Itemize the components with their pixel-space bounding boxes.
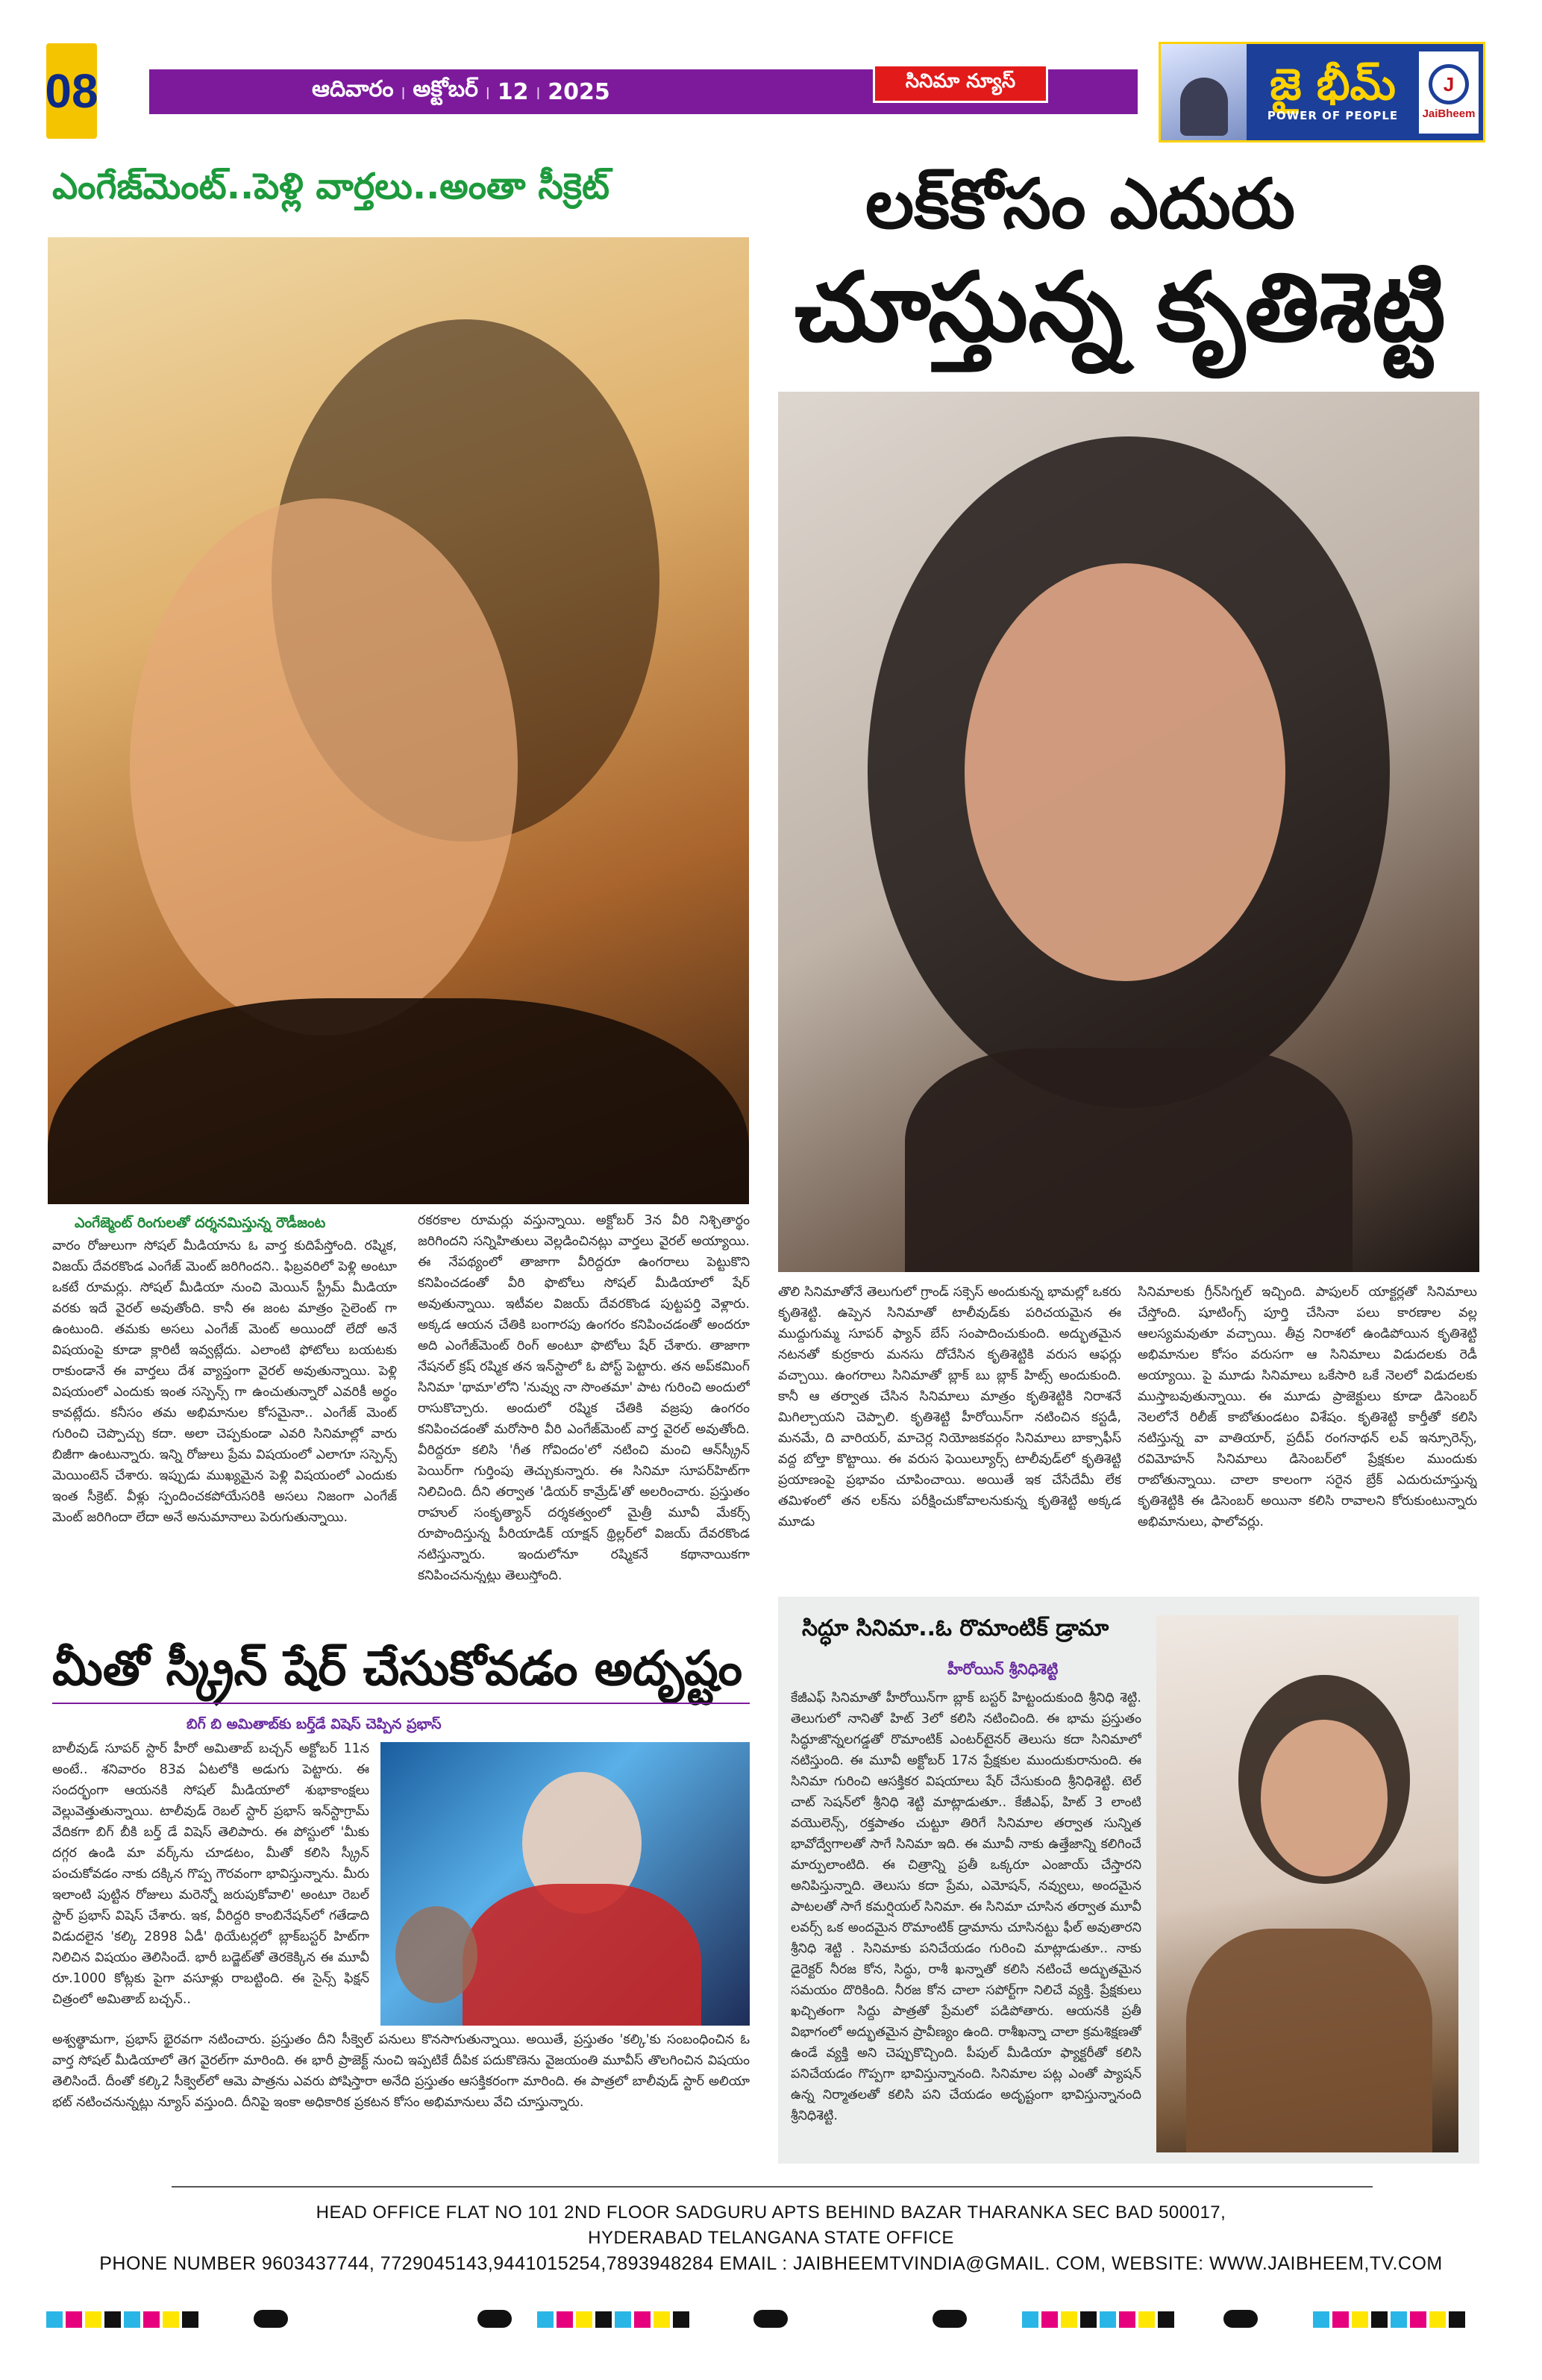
- rashmika-headline: ఎంగేజ్‌మెంట్..పెళ్లి వార్తలు..అంతా సీక్రెట్: [52, 166, 610, 207]
- amitabh-photo: [380, 1742, 750, 2026]
- krithi-photo: [778, 392, 1479, 1272]
- rashmika-body-col1: వారం రోజులుగా సోషల్ మీడియాను ఓ వార్త కుదిపేస్తోంది. రష్మిక, విజయ్ దేవరకొండ ఎంగేజ్ మెంట్ జరిగిందని.. ఫిబ్రవరిలో పెళ్లి అంటూ ఒకటే రూమర్లు. సోషల్ మీడియా నుంచి మెయిన్ స్ట్రీమ్ మీడియా వరకు ఇదే వైరల్ అవుతోంది. కానీ ఈ జంట మాత్రం సైలెంట్ గా ఉంటుంది. తమకు అసలు ఎంగేజ్ మెంట్ అయిందో లేదో అనే విషయంపై కూడా క్లారిటీ ఇవ్వట్లేదు. ఎలాంటి ఫోటోలు బయటకు రాకుండానే ఈ వార్తలు దేశ వ్యాప్తంగా వైరల్ అవుతున్నాయి. పెళ్లి విషయంలో ఎందుకు ఇంత సస్పెన్స్ గా ఉంచుతున్నారో ఎవరికీ అర్థం కావట్లేదు. కనీసం తమ అభిమానుల కోసమైనా.. ఎంగేజ్ మెంట్ గురించి చెప్పొచ్చు కదా. అలా చెప్పకుండా ఎవరి సినిమాల్లో వారు బిజీగా ఉంటున్నారు. ఇన్ని రోజులు ప్రేమ విషయంలో ఎలాగూ సస్పెన్స్ మెయింటెన్ చేశారు. ఇప్పుడు ముఖ్యమైన పెళ్లి విషయంలో ఎందుకు ఇంత సీక్రెట్. వీళ్లు స్పందించకపోయేసరికి అసలు నిజంగా ఎంగేజ్ మెంట్ జరిగిందా లేదా అనే అనుమానాలు పెరుగుతున్నాయి.: [52, 1238, 397, 1525]
- photo-audience-shape: [395, 1906, 477, 2003]
- registration-mark: [933, 2310, 967, 2328]
- photo-jacket-shape: [463, 1884, 701, 2026]
- rashmika-body-col2: రకరకాల రూమర్లు వస్తున్నాయి. అక్టోబర్ 3న వీరి నిశ్చితార్థం జరిగిందని సన్నిహితులు వెల్లడించినట్లు వార్తలు వైరల్ అయ్యాయి. ఈ నేపథ్యంలో తాజాగా వీరిద్దరూ ఉంగరాలు పెట్టుకొని కనిపించడంతో వీరి ఫొటోలు సోషల్ మీడియాలో షేర్ అవుతున్నాయి. ఇటీవల విజయ్ దేవరకొండ పుట్టపర్తి వెళ్లారు. అక్కడ ఆయన చేతికి బంగారపు ఉంగరం కనిపించడంతో అందరూ అది ఎంగేజ్‌మెంట్ రింగ్ అంటూ ఫొటోలు షేర్ చేశారు. తాజాగా నేషనల్ క్రష్ రష్మిక తన ఇన్‌స్టాలో ఓ పోస్ట్ పెట్టారు. తన అప్‌కమింగ్ సినిమా 'థామా'లోని 'నువ్వు నా సొంతమా' పాట గురించి అందులో రాసుకొచ్చారు. అందులో రష్మిక చేతికి వజ్రపు ఉంగరం కనిపించడంతో మరోసారి వీరి ఎంగేజ్‌మెంట్ వార్త వైరల్ అవుతోంది. వీరిద్దరూ కలిసి 'గీత గోవిందం'లో నటించి మంచి ఆన్‌స్క్రీన్ పెయిర్‌గా గుర్తింపు తెచ్చుకున్నారు. ఈ సినిమా సూపర్‌హిట్‌గా నిలిచింది. దీని తర్వాత 'డియర్ కామ్రేడ్'తో అలరించారు. ప్రస్తుతం రాహుల్ సంకృత్యాన్ దర్శకత్వంలో మైత్రీ మూవీ మేకర్స్ రూపొందిస్తున్న పీరియాడిక్ యాక్షన్ థ్రిల్లర్‌లో విజయ్ దేవరకొండ నటిస్తున్నారు. ఇందులోనూ రష్మికనే కథానాయికగా కనిపించనున్నట్లు తెలుస్తోంది.: [418, 1213, 750, 1583]
- photo-outfit-shape: [905, 1048, 1353, 1272]
- registration-mark: [477, 2310, 512, 2328]
- amitabh-body-col1: బాలీవుడ్ సూపర్ స్టార్ హీరో అమితాబ్ బచ్చన్ అక్టోబర్ 11న అంటే.. శనివారం 83వ ఏటలోకి అడుగు పెట్టారు. ఈ సందర్భంగా ఆయనకి సోషల్ మీడియాలో శుభాకాంక్షలు వెల్లువెత్తుతున్నాయి. టాలీవుడ్ రెబల్ స్టార్ ప్రభాస్ ఇన్‌స్టాగ్రామ్ వేదికగా బిగ్ బీకి బర్త్ డే విషెస్ తెలిపారు. ఈ పోస్టులో 'మీకు దగ్గర ఉండి మా వర్క్‌ను చూడటం, మీతో కలిసి స్క్రీన్ పంచుకోవడం నాకు దక్కిన గొప్ప గౌరవంగా భావిస్తున్నాను. మీరు ఇలాంటి పుట్టిన రోజులు మరెన్నో జరుపుకోవాలి' అంటూ రెబల్ స్టార్ ప్రభాస్ విషెస్ చేశారు. ఇక, వీరిద్దరి కాంబినేషన్‌లో గతేడాది విడుదలైన 'కల్కి 2898 ఏడీ' థియేటర్లలో బ్లాక్‌బస్టర్ హిట్‌గా నిలిచిన విషయం తెలిసిందే. భారీ బడ్జెట్‌తో తెరకెక్కిన ఈ మూవీ రూ.1000 కోట్లకు పైగా వసూళ్లు రాబట్టింది. ఈ సైన్స్ ఫిక్షన్ చిత్రంలో అమితాబ్ బచ్చన్..: [52, 1741, 369, 2007]
- masthead: [1159, 42, 1485, 143]
- krithi-headline-line1: లక్‌కోసం ఎదురు: [865, 164, 1296, 244]
- masthead-logo: [1419, 51, 1479, 134]
- date-year: 2025: [548, 78, 610, 105]
- masthead-title: [1247, 59, 1419, 122]
- registration-color-bar: [1022, 2311, 1174, 2328]
- logo-ring-icon: J: [1429, 64, 1469, 104]
- amitabh-divider: [52, 1703, 750, 1704]
- photo-outfit-shape: [1186, 1929, 1432, 2152]
- rashmika-caption: ఎంగేజ్మెంట్ రింగులతో దర్శనమిస్తున్న రౌడీజంట: [75, 1215, 326, 1231]
- krithi-headline-line2: చూస్తున్న కృతిశెట్టి: [794, 252, 1446, 363]
- page-number: 08: [46, 43, 97, 139]
- date-separator: |: [401, 84, 406, 99]
- registration-mark: [753, 2310, 788, 2328]
- registration-color-bar: [537, 2311, 689, 2328]
- date-separator: |: [536, 84, 541, 99]
- footer-divider: [172, 2186, 1373, 2188]
- srinidhi-headline: సిద్ధూ సినిమా..ఓ రొమాంటిక్ డ్రామా: [802, 1615, 1109, 1641]
- footer-contact-line: PHONE NUMBER 9603437744, 7729045143,9441015254,7893948284 EMAIL : JAIBHEEMTVINDIA@GMAIL. COM, WEBSITE: WWW.JAIBHEEM,TV.COM: [99, 2253, 1443, 2274]
- masthead-logo-text: JaiBheem: [1422, 107, 1476, 120]
- photo-outfit-shape: [48, 998, 749, 1204]
- photo-face-shape: [130, 498, 518, 1036]
- masthead-portrait: [1161, 44, 1247, 140]
- photo-face-shape: [965, 563, 1285, 981]
- date-date: 12: [497, 78, 529, 105]
- amitabh-subheadline: బిగ్ బి అమితాబ్‌కు బర్త్‌డే విషెస్ చెప్పిన ప్రభాస్: [187, 1716, 442, 1732]
- registration-mark: [254, 2310, 288, 2328]
- registration-color-bar: [1313, 2311, 1465, 2328]
- registration-color-bar: [46, 2311, 198, 2328]
- footer-address-line1: HEAD OFFICE FLAT NO 101 2ND FLOOR SADGURU APTS BEHIND BAZAR THARANKA SEC BAD 500017,: [316, 2202, 1226, 2223]
- masthead-tagline: POWER OF PEOPLE: [1267, 109, 1399, 122]
- rashmika-photo: [48, 237, 749, 1204]
- date-day: ఆదివారం: [312, 76, 394, 102]
- photo-face-shape: [1261, 1720, 1388, 1876]
- srinidhi-body: కేజీఎఫ్ సినిమాతో హీరోయిన్‌గా బ్లాక్ బస్టర్ హిట్టందుకుంది శ్రీనిధి శెట్టి. తెలుగులో నానితో హిట్ 3లో కలిసి నటించింది. ఈ భామ ప్రస్తుతం సిద్ధూజొన్నలగడ్డతో రొమాంటిక్ ఎంటర్‌టైనర్ తెలుసు కదా సినిమాలో నటిస్తుంది. ఈ మూవీ అక్టోబర్ 17న ప్రేక్షకుల ముందుకురానుంది. ఈ సినిమా గురించి ఆసక్తికర విషయాలు షేర్ చేసుకుంది శ్రీనిధిశెట్టి. టెల్ చాట్ సెషన్‌లో శ్రీనిధి శెట్టి మాట్లాడుతూ.. కేజీఎఫ్, హిట్ 3 లాంటి వయొలెన్స్, రక్తపాతం చుట్టూ తిరిగే సినిమాల తర్వాత సున్నిత భావోద్వేగాలతో సాగే సినిమా ఇది. ఈ మూవీ నాకు ఉత్తేజాన్ని కలిగించే మార్పులాంటిది. ఈ చిత్రాన్ని ప్రతీ ఒక్కరూ ఎంజాయ్ చేస్తారని అనిపిస్తున్నాది. తెలుసు కదా ప్రేమ, ఎమోషన్, నవ్వులు, అందమైన పాటలతో సాగే కమర్షియల్ సినిమా. ఈ సినిమా చూసిన తర్వాత మూవీ లవర్స్ ఒక అందమైన రొమాంటిక్ డ్రామాను చూసినట్టు ఫీల్ అవుతారని శ్రీనిధి శెట్టి . సినిమాకు పనిచేయడం గురించి మాట్లాడుతూ.. నాకు డైరెక్టర్ నీరజ కోన, సిద్ధు, రాశీ ఖన్నాతో కలిసి నటించే అద్భుతమైన సమయం దొరికింది. నీరజ కోన చాలా సపోర్ట్‌గా నిలిచే వ్యక్తి. ప్రేక్షకులు ఖచ్చితంగా సిద్దు పాత్రతో ప్రేమలో పడిపోతారు. ఆయనకి ప్రతీ విభాగంలో అద్భుతమైన ప్రావీణ్యం ఉంది. రాశీఖన్నా చాలా క్రమశిక్షణతో ఉండే వ్యక్తి అని చెప్పుకొచ్చింది. పీపుల్ మీడియా ఫ్యాక్టరీతో కలిసి పనిచేయడం గొప్పగా భావిస్తున్నానంది. సినిమాల పట్ల ఎంతో ప్యాషన్ ఉన్న నిర్మాతలతో కలిసి పని చేయడం అదృష్టంగా భావిస్తున్నానంది శ్రీనిధిశెట్టి.: [791, 1691, 1141, 2123]
- amitabh-body-col2: అశ్వత్థామగా, ప్రభాస్ భైరవగా నటించారు. ప్రస్తుతం దీని సీక్వెల్ పనులు కొనసాగుతున్నాయి. అయితే, ప్రస్తుతం 'కల్కి'కు సంబంధించిన ఓ వార్త సోషల్ మీడియాలో తెగ వైరల్‌గా మారింది. ఈ భారీ ప్రాజెక్ట్ నుంచి ఇప్పటికే దీపిక పదుకొణెను వైజయంతి మూవీస్ తొలగించిన విషయం తెలిసిందే. దీంతో కల్కి2 సీక్వెల్‌లో ఆమె పాత్రను ఎవరు పోషిస్తారా అనేది ప్రస్తుతం ఆసక్తికరంగా మారింది. ఈ పాత్రలో బాలీవుడ్ స్టార్ అలియా భట్ నటించనున్నట్లు న్యూస్ వస్తుంది. దీనిపై ఇంకా అధికారిక ప్రకటన కోసం అభిమానులు వేచి చూస్తున్నారు.: [52, 2032, 750, 2110]
- krithi-body-col1: తొలి సినిమాతోనే తెలుగులో గ్రాండ్ సక్సెస్ అందుకున్న భామల్లో ఒకరు కృతిశెట్టి. ఉప్పెన సినిమాతో టాలీవుడ్‌కు పరిచయమైన ఈ ముద్దుగుమ్మ సూపర్ ఫ్యాన్ బేస్ సంపాదించుకుంది. అద్భుతమైన నటనతో కుర్రకారు మనసు దోచేసిన కృతిశెట్టికి వరుస ఆఫర్లు వచ్చాయి. ఉంగరాలు సినిమాతో బ్లాక్ బు బ్లాక్ హిట్స్ అందుకుంది. కానీ ఆ తర్వాత చేసిన సినిమాలు మాత్రం కృతిశెట్టికి నిరాశనే మిగిల్చాయని చెప్పాలి. కృతిశెట్టి హీరోయిన్‌గా నటించిన కస్టడీ, మనమే, ది వారియర్, మాచెర్ల నియోజకవర్గం సినిమాలు బాక్సాఫీస్ వద్ద బోల్తా కొట్టాయి. ఈ వరుస ఫెయిల్యూర్స్ టాలీవుడ్‌లో కృతిశెట్టి ప్రయాణంపై ప్రభావం చూపించాయి. అయితే ఇక చేసేదేమీ లేక తమిళంలో తన లక్‌ను పరీక్షించుకోవాలనుకున్న కృతిశెట్టి అక్కడ మూడు: [778, 1285, 1121, 1529]
- registration-mark: [1223, 2310, 1258, 2328]
- krithi-body-col2: సినిమాలకు గ్రీన్‌సిగ్నల్ ఇచ్చింది. పాపులర్ యాక్టర్లతో సినిమాలు చేస్తోంది. షూటింగ్స్ పూర్తి చేసినా పలు కారణాల వల్ల ఆలస్యమవుతూ వచ్చాయి. తీవ్ర నిరాశలో ఉండిపోయిన కృతిశెట్టి అభిమానుల కోసం వరుసగా ఆ సినిమాలు విడుదలకు రెడీ అయ్యాయి. పై మూడు సినిమాలు ఒకేసారి ఒకే నెలలో విడుదలకు ముస్తాబవుతున్నాయి. ఈ మూడు ప్రాజెక్టులు కూడా డిసెంబర్ నెలలోనే రిలీజ్ కాబోతుండటం విశేషం. కృతిశెట్టి కార్తీతో కలిసి నటిస్తున్న వా వాతియార్, ప్రదీప్ రంగనాథన్ లవ్ ఇన్సూరెన్స్, రవిమోహన్ సినిమాలు డిసెంబర్‌లో ప్రేక్షకుల ముందుకు రాబోతున్నాయి. చాలా కాలంగా సరైన బ్రేక్ ఎదురుచూస్తున్న కృతిశెట్టికి ఈ డిసెంబర్ అయినా కలిసి రావాలని కోరుకుంటున్నారు అభిమానులు, ఫాలోవర్లు.: [1138, 1285, 1477, 1529]
- date-separator: |: [485, 84, 490, 99]
- srinidhi-photo: [1156, 1615, 1458, 2152]
- srinidhi-caption: హీరోయిన్ శ్రీనిధిశెట్టి: [947, 1660, 1059, 1678]
- date-month: అక్టోబర్: [413, 76, 478, 102]
- section-label: సినిమా న్యూస్: [873, 64, 1048, 103]
- footer-address-line2: HYDERABAD TELANGANA STATE OFFICE: [588, 2228, 954, 2248]
- amitabh-headline: మీతో స్క్రీన్ షేర్ చేసుకోవడం అదృష్టం: [52, 1641, 743, 1697]
- masthead-title-text: జై భీమ్: [1270, 59, 1396, 110]
